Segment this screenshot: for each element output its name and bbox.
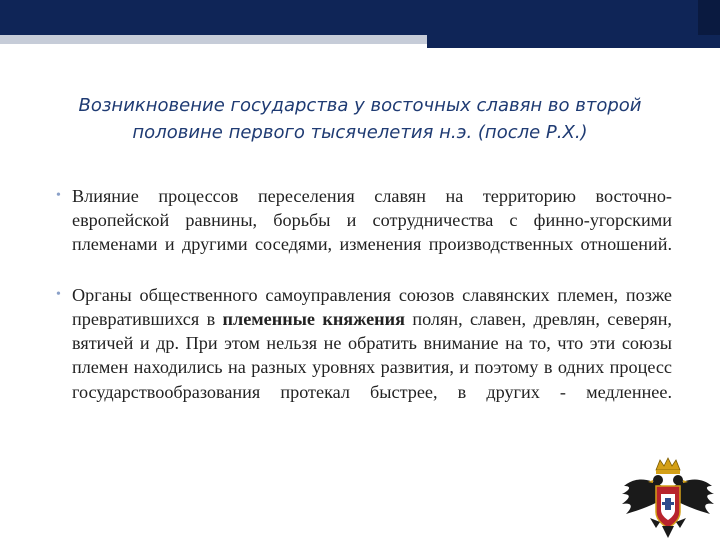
header-bar <box>0 0 720 35</box>
header-accent <box>698 0 720 35</box>
header-underline <box>0 35 427 44</box>
slide-title-line1: Возникновение государства у восточных славян во второй <box>78 95 642 116</box>
bullet-text: Влияние процессов переселения славян на территорию восточно-европейской равнины, борьбы и сотрудничества с финно-угорскими племенами и другими соседями, изменения производственных отношений. <box>72 186 672 255</box>
bullet-bold-text: племенные княжения <box>222 309 405 330</box>
bullet-dot: • <box>56 188 61 203</box>
bullet-item <box>56 283 672 428</box>
double-headed-eagle-emblem-icon <box>616 456 720 540</box>
bullet-item <box>56 184 672 281</box>
bullet-text: Органы общественного самоуправления союзов славянских племен, позже превратившихся в <box>72 284 672 330</box>
bullet-text: полян, славен, древлян, северян, вятичей и др. При этом нельзя не обратить внимание на то, что эти союзы племен находились на разных уровнях развития, и поэтому в одних процесс государствообразования протекал быстрее, в других - медленнее. <box>72 309 672 402</box>
slide-title-line2: половине первого тысячелетия н.э. (после Р.Х.) <box>132 122 588 143</box>
header-underline-dark <box>427 35 720 48</box>
slide-title <box>40 92 680 146</box>
bullet-dot: • <box>56 286 61 302</box>
slide-body <box>56 184 672 430</box>
